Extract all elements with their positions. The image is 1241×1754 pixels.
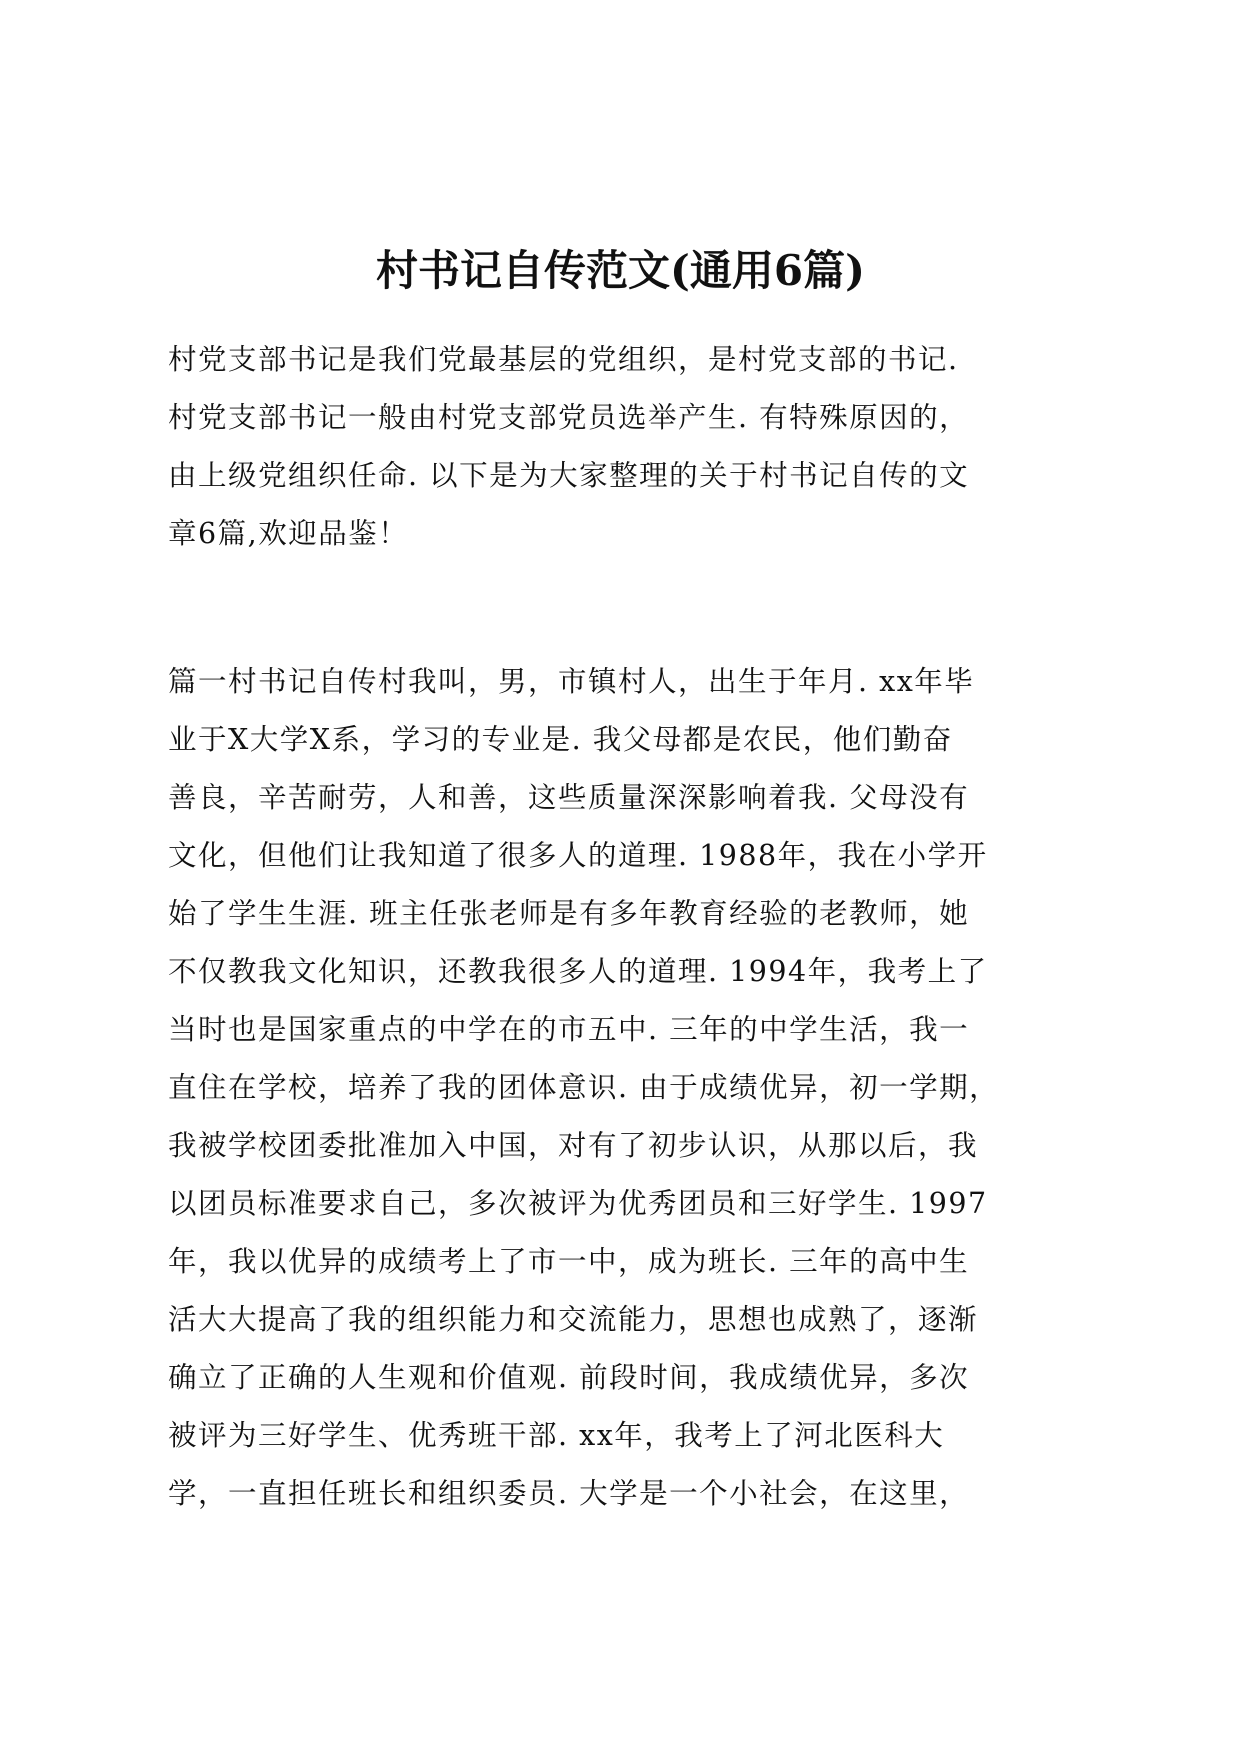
intro-line: 村党支部书记一般由村党支部党员选举产生. 有特殊原因的， (168, 401, 970, 434)
body-line: 始了学生生涯. 班主任张老师是有多年教育经验的老教师，她 (168, 897, 970, 930)
body-line: 活大大提高了我的组织能力和交流能力，思想也成熟了，逐渐 (168, 1303, 979, 1336)
body-line: 以团员标准要求自己，多次被评为优秀团员和三好学生. 1997 (168, 1187, 988, 1220)
intro-line: 章6篇,欢迎品鉴！ (168, 517, 409, 550)
intro-line: 村党支部书记是我们党最基层的党组织，是村党支部的书记. (168, 343, 959, 376)
body-line: 确立了正确的人生观和价值观. 前段时间，我成绩优异，多次 (168, 1361, 970, 1394)
body-line: 直住在学校，培养了我的团体意识. 由于成绩优异，初一学期， (168, 1071, 1000, 1104)
body-line: 业于X大学X系，学习的专业是. 我父母都是农民，他们勤奋 (168, 723, 953, 756)
body-line: 学，一直担任班长和组织委员. 大学是一个小社会，在这里， (168, 1477, 970, 1510)
body-line: 当时也是国家重点的中学在的市五中. 三年的中学生活，我一 (168, 1013, 970, 1046)
body-line: 被评为三好学生、优秀班干部. xx年，我考上了河北医科大 (168, 1419, 945, 1452)
body-line: 年，我以优异的成绩考上了市一中，成为班长. 三年的高中生 (168, 1245, 970, 1278)
body-line: 善良，辛苦耐劳，人和善，这些质量深深影响着我. 父母没有 (168, 781, 970, 814)
intro-line: 由上级党组织任命. 以下是为大家整理的关于村书记自传的文 (168, 459, 970, 492)
body-line: 不仅教我文化知识，还教我很多人的道理. 1994年，我考上了 (168, 955, 988, 988)
body-line: 篇一村书记自传村我叫，男，市镇村人，出生于年月. xx年毕 (168, 665, 975, 698)
body-line: 我被学校团委批准加入中国，对有了初步认识，从那以后，我 (168, 1129, 979, 1162)
body-line: 文化，但他们让我知道了很多人的道理. 1988年，我在小学开 (168, 839, 988, 872)
document-title: 村书记自传范文(通用6篇) (376, 246, 865, 295)
